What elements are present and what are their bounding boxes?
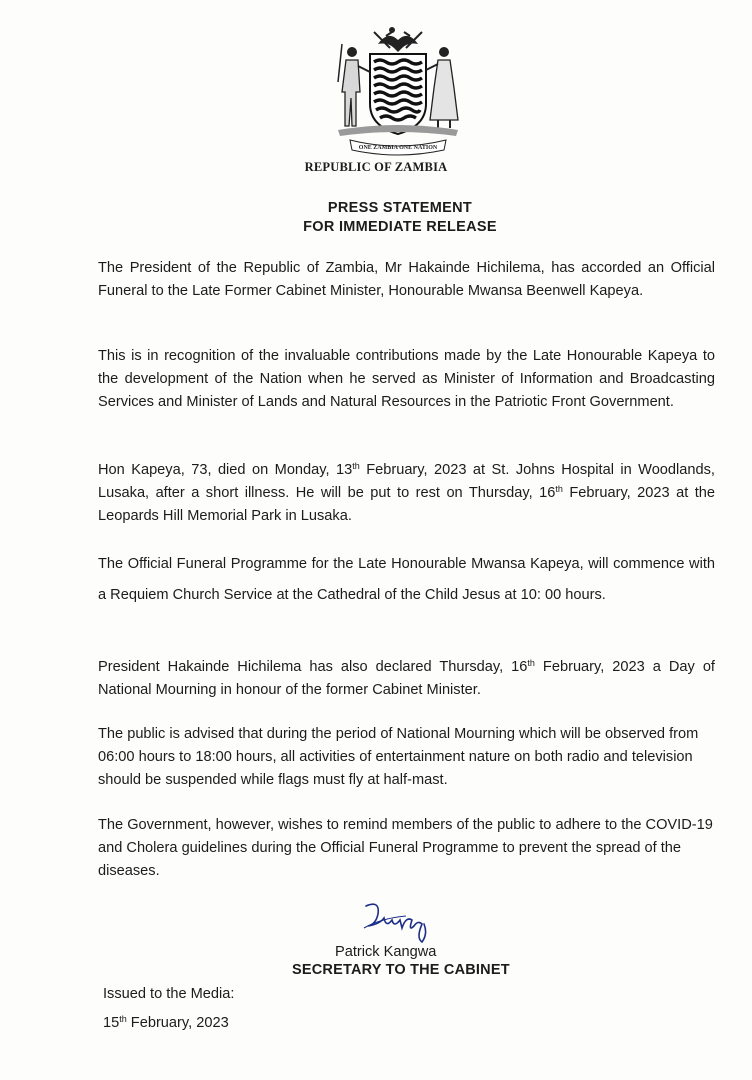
paragraph-national-mourning [98,656,715,702]
paragraph-recognition: This is in recognition of the invaluable contributions made by the Late Honourable Kapeya to the development of the Nation when he served as Minister of Information and Broadcasting Services and Minister of Lands and Natural Resources in the Patriotic Front Government. [98,348,715,410]
p3-text-b: February, 2023 at St. Johns Hospital in Woodlands, Lusaka, after a short illness. He will be put to rest on Thursday, 16 [98,462,715,501]
republic-of-zambia-label: REPUBLIC OF ZAMBIA [304,160,448,174]
p3-text-c: February, 2023 at the Leopards Hill Memorial Park in Lusaka. [98,485,716,524]
issued-date-sup: th [119,1014,127,1024]
issued-date [103,1015,229,1031]
paragraph-covid-cholera: The Government, however, wishes to remind members of the public to adhere to the COVID-19 and Cholera guidelines during the Official Funeral Programme to prevent the spread of the diseases. [98,817,713,879]
zambia-coat-of-arms-icon [330,22,466,160]
paragraph-public-advisory: The public is advised that during the period of National Mourning which will be observed from 06:00 hours to 18:00 hours, all activities of entertainment nature on both radio and television should be suspended while flags must fly at half-mast. [98,726,699,788]
p3-text-a: Hon Kapeya, 73, died on Monday, 13 [98,462,353,478]
p5-text-a: President Hakainde Hichilema has also declared Thursday, 16 [98,659,528,675]
issued-label: Issued to the Media: [103,986,235,1002]
signatory-title: SECRETARY TO THE CABINET [292,962,510,978]
p3-sup1: th [352,461,360,471]
signatory-name: Patrick Kangwa [335,944,437,960]
paragraph-funeral-programme: The Official Funeral Programme for the Late Honourable Mwansa Kapeya, will commence with a Requiem Church Service at the Cathedral of the Child Jesus at 10: 00 hours. [98,556,715,603]
p5-sup: th [527,658,535,668]
crest-motto: ONE ZAMBIA ONE NATION [358,145,438,151]
paragraph-death-details [98,459,715,528]
immediate-release-subtitle: FOR IMMEDIATE RELEASE [303,219,497,235]
handwritten-signature-icon [362,898,442,948]
issued-date-day: 15 [103,1015,120,1031]
paragraph-official-funeral: The President of the Republic of Zambia, Mr Hakainde Hichilema, has accorded an Official Funeral to the Late Former Cabinet Minister, Honourable Mwansa Beenwell Kapeya. [98,260,715,299]
issued-date-rest: February, 2023 [126,1015,229,1031]
p5-text-b: February, 2023 a Day of National Mourning in honour of the former Cabinet Minister. [98,659,715,698]
p3-sup2: th [555,484,563,494]
press-statement-title: PRESS STATEMENT [327,200,473,216]
